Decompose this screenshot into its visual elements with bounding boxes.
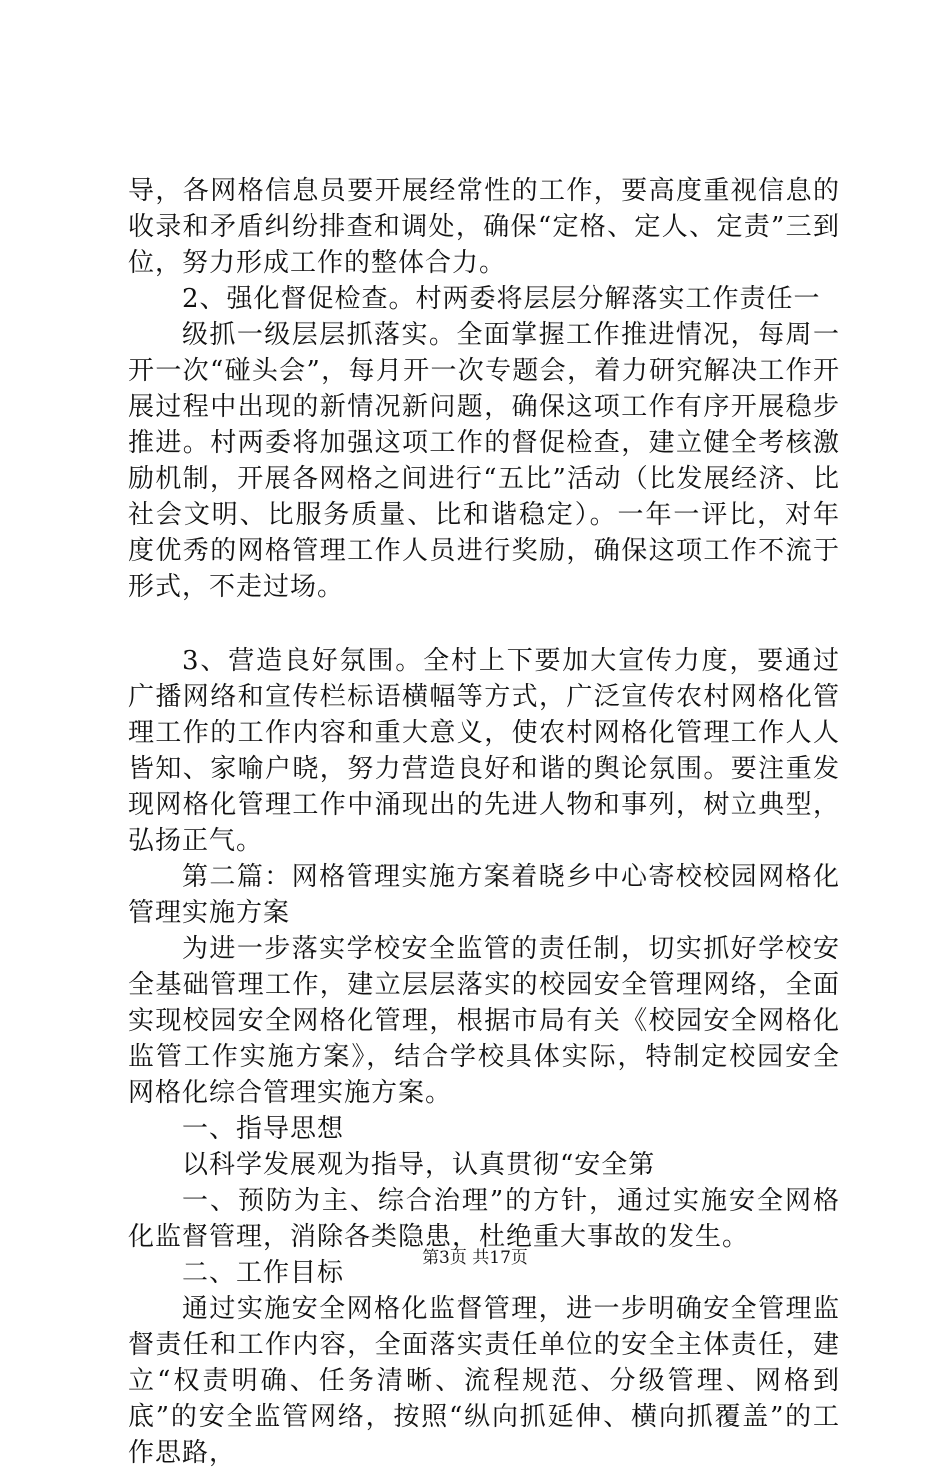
document-body — [128, 173, 840, 1471]
paragraph-6: 为进一步落实学校安全监管的责任制，切实抓好学校安全基础管理工作，建立层层落实的校园安全管理网络，全面实现校园安全网格化管理，根据市局有关《校园安全网格化监管工作实施方案》，结合学校具体实际，特制定校园安全网格化综合管理实施方案。 — [128, 934, 840, 1108]
paragraph-11: 通过实施安全网格化监督管理，进一步明确安全管理监督责任和工作内容，全面落实责任单位的安全主体责任，建立“权责明确、任务清晰、流程规范、分级管理、网格到底”的安全监管网络，按照“纵向抓延伸、横向抓覆盖”的工作思路， — [128, 1294, 840, 1468]
page-footer: 第3页 共17页 — [422, 1248, 528, 1268]
paragraph-5-heading: 第二篇：网格管理实施方案着晓乡中心寄校校园网格化管理实施方案 — [128, 862, 840, 928]
paragraph-4: 3、营造良好氛围。全村上下要加大宣传力度，要通过广播网络和宣传栏标语横幅等方式，广泛宣传农村网格化管理工作的工作内容和重大意义，使农村网格化管理工作人人皆知、家喻户晓，努力营造良好和谐的舆论氛围。要注重发现网格化管理工作中涌现出的先进人物和事列，树立典型，弘扬正气。 — [128, 646, 840, 856]
section-heading-guiding-thought: 一、指导思想 — [182, 1114, 345, 1144]
paragraph-1: 导，各网格信息员要开展经常性的工作，要高度重视信息的收录和矛盾纠纷排查和调处，确保“定格、定人、定责”三到位，努力形成工作的整体合力。 — [128, 176, 840, 278]
section-heading-work-goals: 二、工作目标 — [182, 1258, 345, 1288]
paragraph-3: 级抓一级层层抓落实。全面掌握工作推进情况，每周一开一次“碰头会”，每月开一次专题会，着力研究解决工作开展过程中出现的新情况新问题，确保这项工作有序开展稳步推进。村两委将加强这项工作的督促检查，建立健全考核激励机制，开展各网格之间进行“五比”活动（比发展经济、比社会文明、比服务质量、比和谐稳定）。一年一评比，对年度优秀的网格管理工作人员进行奖励，确保这项工作不流于形式，不走过场。 — [128, 320, 840, 602]
paragraph-8: 以科学发展观为指导，认真贯彻“安全第 — [182, 1150, 656, 1180]
paragraph-2: 2、强化督促检查。村两委将层层分解落实工作责任一 — [182, 284, 821, 314]
paragraph-9: 一、预防为主、综合治理”的方针，通过实施安全网格化监督管理，消除各类隐患，杜绝重大事故的发生。 — [128, 1186, 840, 1252]
